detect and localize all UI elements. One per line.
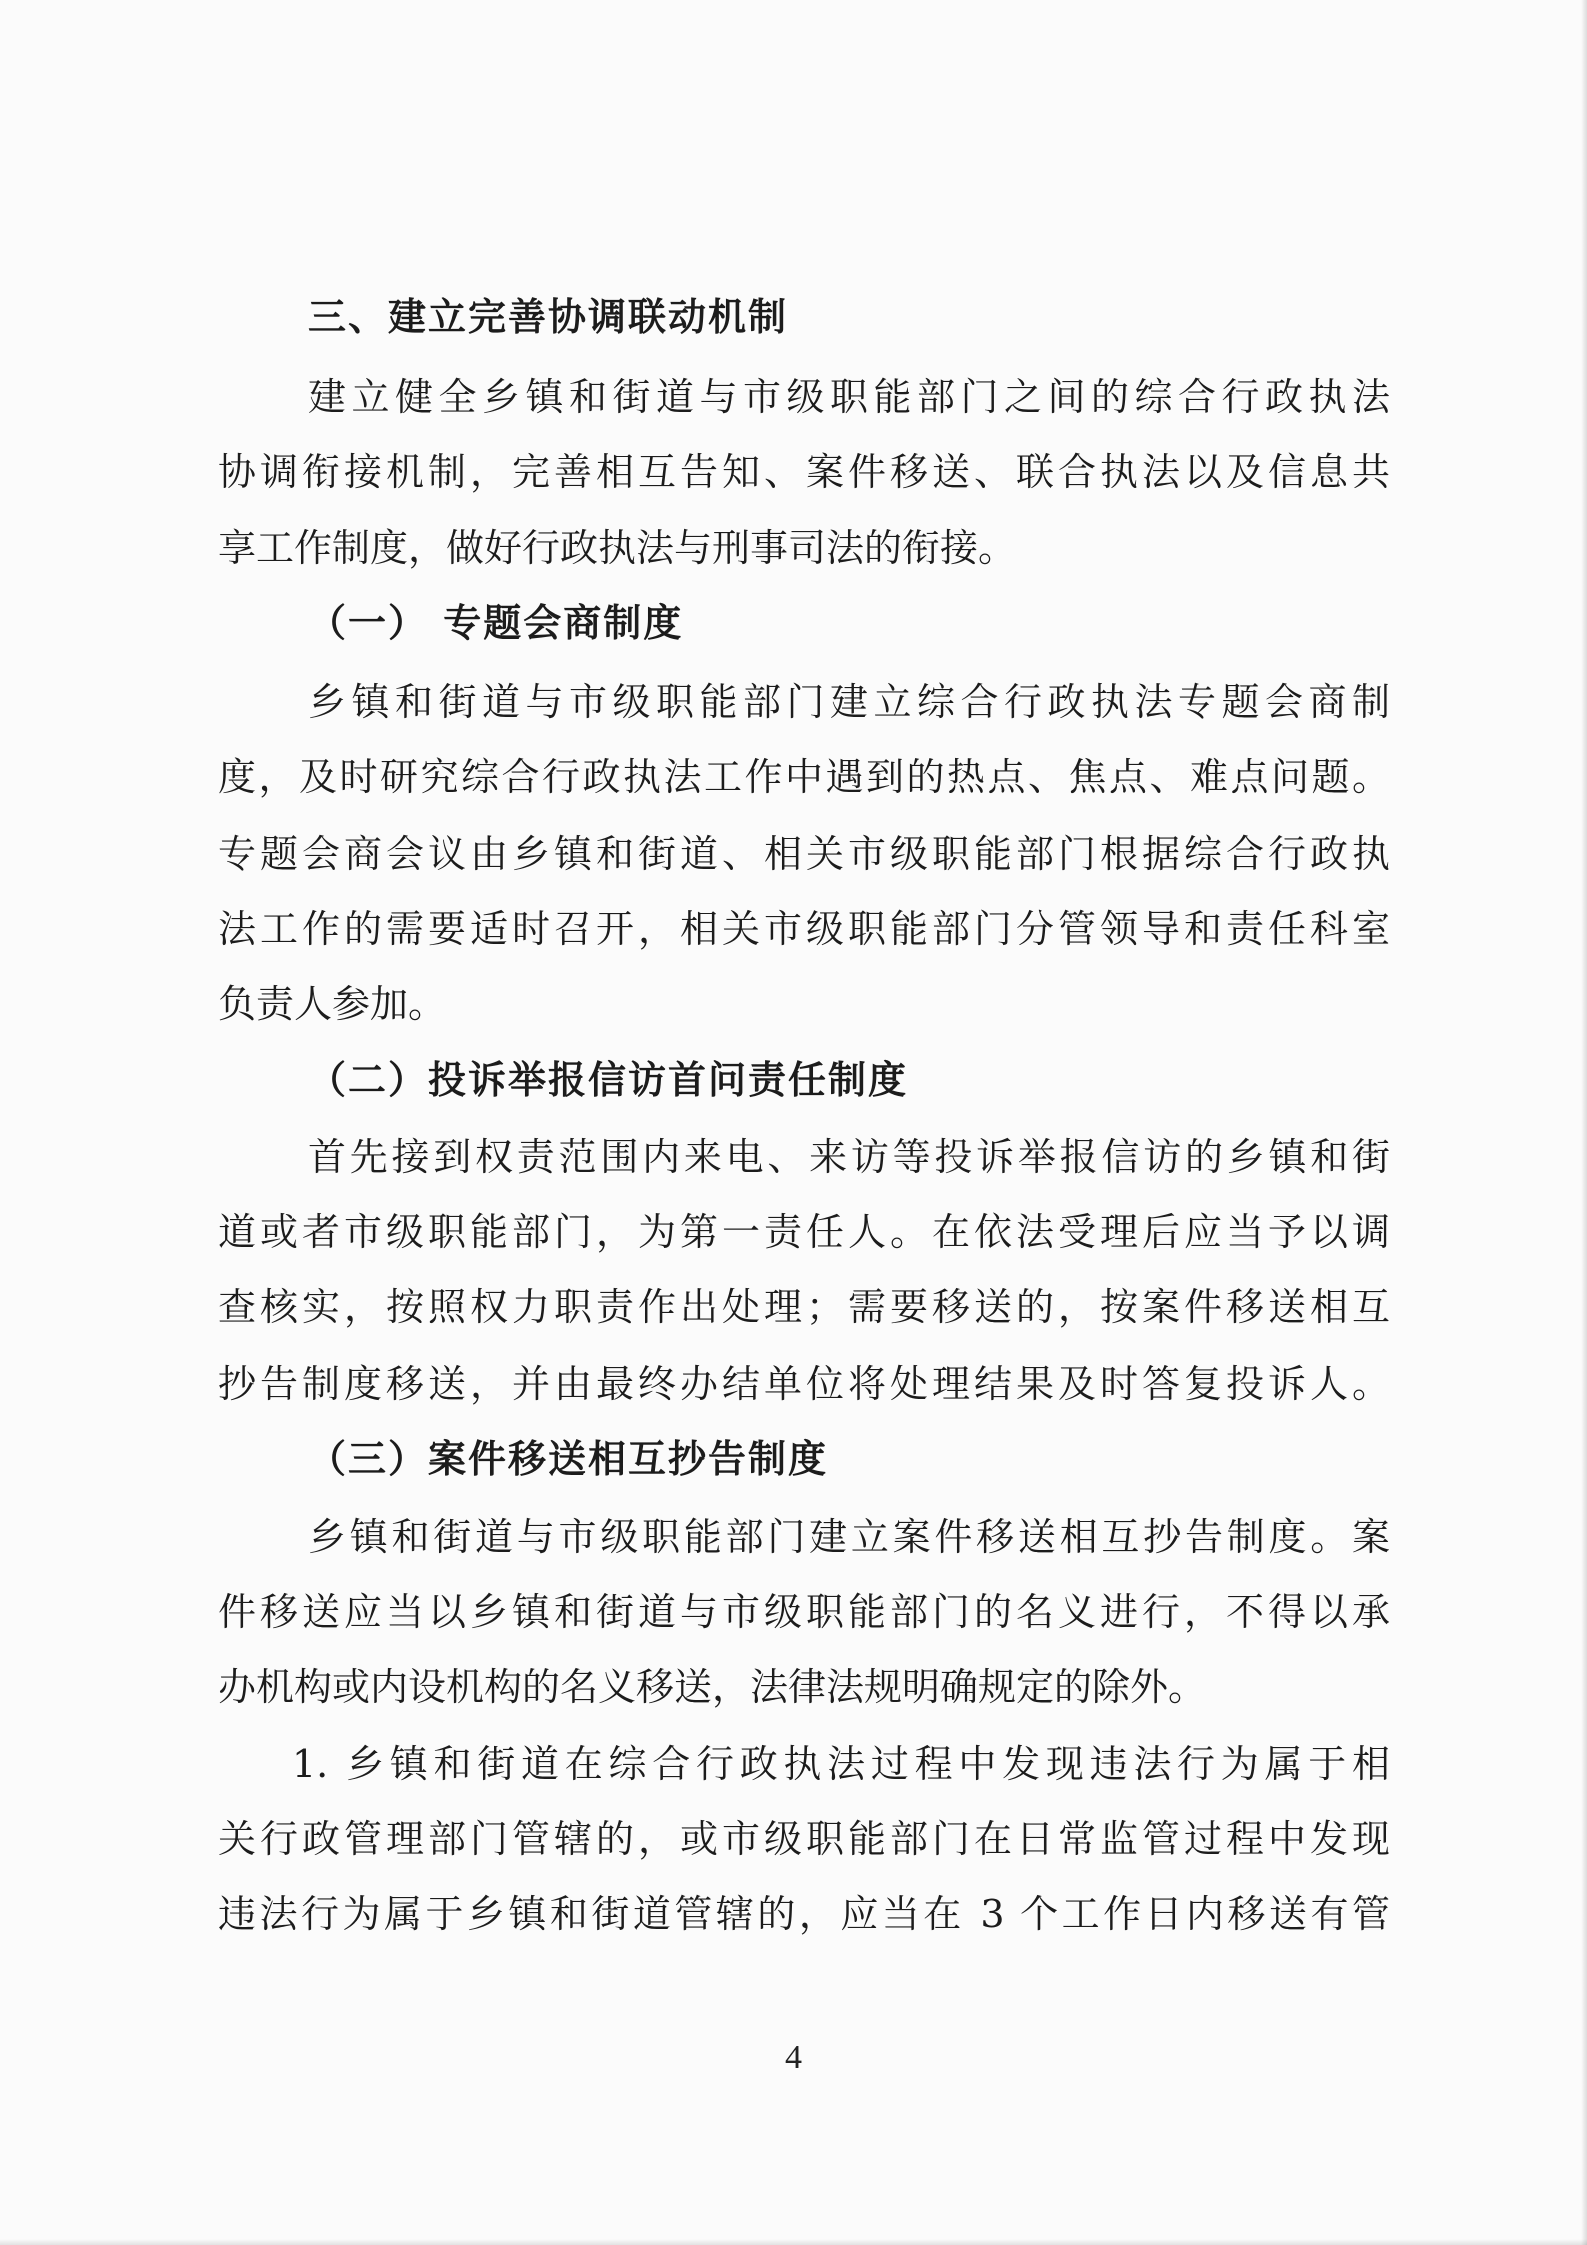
paragraph-line: 件移送应当以乡镇和街道与市级职能部门的名义进行，不得以承 bbox=[218, 1590, 1390, 1634]
section-heading: 三、建立完善协调联动机制 bbox=[308, 295, 789, 339]
paragraph-line: 享工作制度，做好行政执法与刑事司法的衔接。 bbox=[218, 526, 1017, 570]
paragraph-line: 关行政管理部门管辖的，或市级职能部门在日常监管过程中发现 bbox=[218, 1817, 1390, 1861]
scan-bottom-shadow bbox=[0, 2239, 1587, 2245]
paragraph-line: 办机构或内设机构的名义移送，法律法规明确规定的除外。 bbox=[218, 1665, 1207, 1709]
paragraph-line: 建立健全乡镇和街道与市级职能部门之间的综合行政执法 bbox=[308, 375, 1390, 419]
subsection-heading-3: （三）案件移送相互抄告制度 bbox=[308, 1437, 829, 1481]
paragraph-line: 查核实，按照权力职责作出处理；需要移送的，按案件移送相互 bbox=[218, 1285, 1390, 1329]
subsection-heading-1: （一） 专题会商制度 bbox=[308, 601, 684, 645]
paragraph-line: 乡镇和街道与市级职能部门建立综合行政执法专题会商制 bbox=[308, 680, 1390, 724]
paragraph-line: 抄告制度移送，并由最终办结单位将处理结果及时答复投诉人。 bbox=[218, 1362, 1390, 1406]
paragraph-line: 首先接到权责范围内来电、来访等投诉举报信访的乡镇和街 bbox=[308, 1135, 1390, 1179]
subsection-heading-2: （二）投诉举报信访首问责任制度 bbox=[308, 1058, 909, 1102]
paragraph-line: 违法行为属于乡镇和街道管辖的，应当在 3 个工作日内移送有管 bbox=[218, 1892, 1390, 1936]
paragraph-line: 协调衔接机制，完善相互告知、案件移送、联合执法以及信息共 bbox=[218, 450, 1390, 494]
paragraph-line: 1. 乡镇和街道在综合行政执法过程中发现违法行为属于相 bbox=[292, 1742, 1390, 1786]
paragraph-line: 专题会商会议由乡镇和街道、相关市级职能部门根据综合行政执 bbox=[218, 832, 1390, 876]
page-number: 4 bbox=[785, 2039, 802, 2076]
paragraph-line: 法工作的需要适时召开，相关市级职能部门分管领导和责任科室 bbox=[218, 907, 1390, 951]
scan-edge-shadow bbox=[1581, 0, 1587, 2245]
paragraph-line: 负责人参加。 bbox=[218, 982, 447, 1026]
paragraph-line: 度，及时研究综合行政执法工作中遇到的热点、焦点、难点问题。 bbox=[218, 755, 1390, 799]
paragraph-line: 道或者市级职能部门，为第一责任人。在依法受理后应当予以调 bbox=[218, 1210, 1390, 1254]
paragraph-line: 乡镇和街道与市级职能部门建立案件移送相互抄告制度。案 bbox=[308, 1515, 1390, 1559]
